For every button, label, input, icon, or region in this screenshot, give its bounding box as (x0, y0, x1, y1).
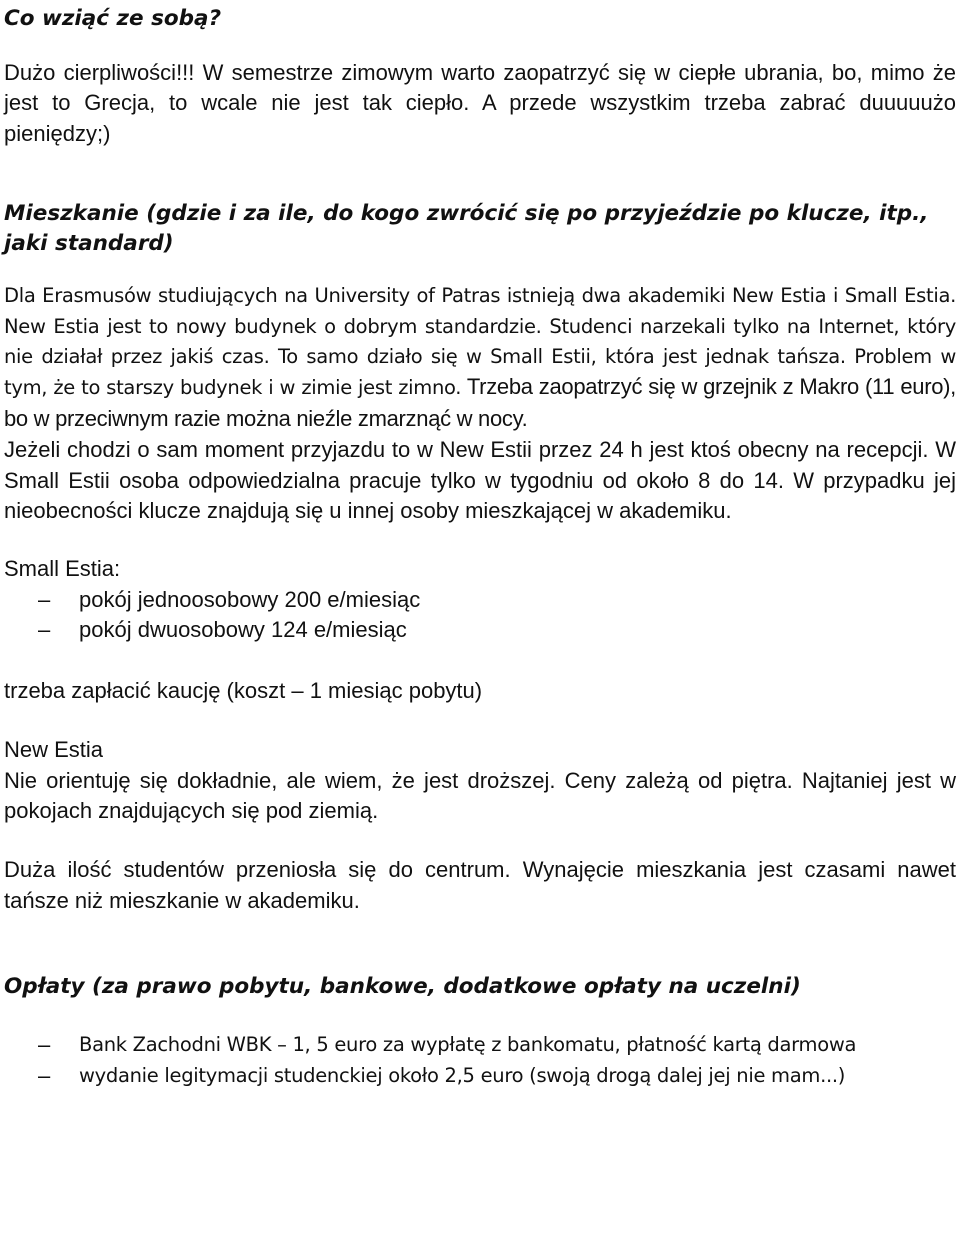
spacer (4, 916, 956, 972)
paragraph-housing-1-verdana: Dla Erasmusów studiujących na University of Patras istnieją dwa akademiki New Estia i Small Estia. New Estia jest to nowy budynek o dobrym standardzie. Studenci narzekali tylko na Internet, który nie działał przez jakiś czas. To samo działo się w Small Estii, która jest jednak tańsza. Problem w tym, że to starszy budynek i w zimie jest zimno. (4, 284, 956, 400)
list-item (4, 1061, 956, 1091)
dash-bullet-icon: – (38, 617, 51, 643)
heading-housing: Mieszkanie (gdzie i za ile, do kogo zwrócić się po przyjeździe po klucze, itp., jaki standard) (4, 201, 929, 257)
dash-bullet-icon: – (38, 1062, 50, 1088)
list-item-text: Bank Zachodni WBK – 1, 5 euro za wypłatę z bankomatu, płatność kartą darmowa (79, 1033, 857, 1057)
spacer (4, 1002, 956, 1030)
paragraph-what-to-take: Dużo cierpliwości!!! W semestrze zimowym warto zaopatrzyć się w ciepłe ubrania, bo, mimo że jest to Grecja, to wcale nie jest tak ciepło. A przede wszystkim trzeba zabrać duuuuużo pieniędzy;) (4, 60, 956, 146)
small-estia-list (4, 585, 956, 646)
spacer (4, 706, 956, 735)
deposit-note: trzeba zapłacić kaucję (koszt – 1 miesiąc pobytu) (4, 677, 483, 703)
spacer (4, 259, 956, 281)
spacer (4, 149, 956, 199)
list-item-text: pokój jednoosobowy 200 e/miesiąc (79, 586, 421, 612)
heading-fees: Opłaty (za prawo pobytu, bankowe, dodatkowe opłaty na uczelni) (4, 974, 801, 1000)
paragraph-housing-1 (4, 281, 956, 435)
new-estia-text: Nie orientuję się dokładnie, ale wiem, że jest droższej. Ceny zależą od piętra. Najtaniej jest w pokojach znajdujących się pod ziemią. (4, 767, 956, 823)
paragraph-city: Duża ilość studentów przeniosła się do centrum. Wynajęcie mieszkania jest czasami nawet tańsze niż mieszkanie w akademiku. (4, 857, 956, 913)
list-item-text: pokój dwuosobowy 124 e/miesiąc (79, 617, 407, 643)
dash-bullet-icon: – (38, 586, 51, 612)
fees-list (4, 1030, 956, 1091)
document-page (0, 4, 960, 1254)
paragraph-housing-2: Jeżeli chodzi o sam moment przyjazdu to w New Estii przez 24 h jest ktoś obecny na recepcji. W Small Estii osoba odpowiedzialna pracuje tylko w tygodniu od około 8 do 14. W przypadku jej nieobecności klucze znajdują się u innej osoby mieszkającej w akademiku. (4, 437, 956, 524)
heading-what-to-take: Co wziąć ze sobą? (4, 6, 222, 31)
new-estia-label: New Estia (4, 737, 104, 763)
paragraph-housing-1-arial: Trzeba zaopatrzyć się w grzejnik z Makro (11 euro), bo w przeciwnym razie można nieźle zmarznąć w nocy. (4, 374, 956, 431)
small-estia-label: Small Estia: (4, 556, 121, 582)
list-item (4, 585, 956, 615)
spacer (4, 646, 956, 676)
list-item-text: wydanie legitymacji studenckiej około 2,5 euro (swoją drogą dalej jej nie mam...) (79, 1063, 846, 1087)
list-item (4, 615, 956, 645)
list-item (4, 1030, 956, 1060)
dash-bullet-icon: – (38, 1032, 50, 1058)
spacer (4, 826, 956, 855)
spacer (4, 34, 956, 58)
spacer (4, 526, 956, 554)
